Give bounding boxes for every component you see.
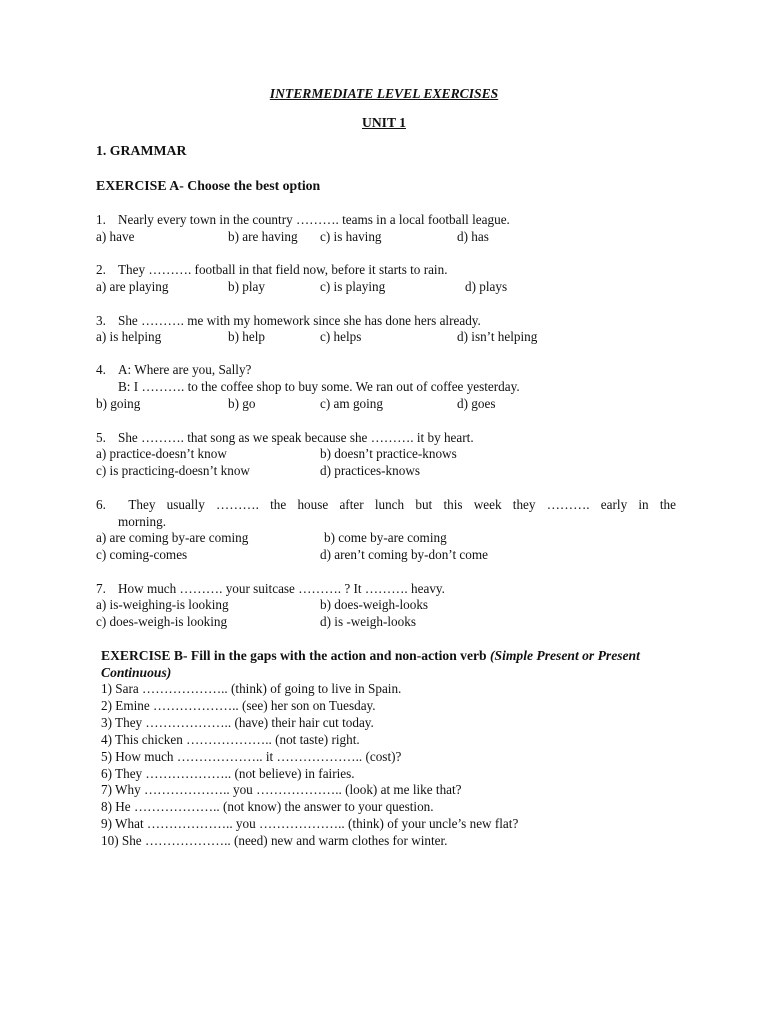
- gap-item: 8) He ……………….. (not know) the answer to your question.: [101, 799, 434, 814]
- option-c: c) coming-comes: [96, 547, 188, 562]
- question-text: They ………. football in that field now, before it starts to rain.: [118, 262, 448, 277]
- question-text: She ………. that song as we speak because she ………. it by heart.: [118, 430, 474, 445]
- option-a: a) practice-doesn’t know: [96, 446, 227, 461]
- option-a: a) are coming by-are coming: [96, 530, 249, 545]
- exercise-a-heading: EXERCISE A- Choose the best option: [96, 178, 321, 193]
- exercise-b-heading: [101, 647, 681, 681]
- exercise-b-heading-text: EXERCISE B- Fill in the gaps with the action and non-action verb: [101, 648, 490, 663]
- option-d: d) isn’t helping: [457, 329, 538, 344]
- gap-item: 1) Sara ……………….. (think) of going to live in Spain.: [101, 681, 402, 696]
- question-number: 7.: [96, 581, 106, 596]
- option-d: d) is -weigh-looks: [320, 614, 416, 629]
- option-a: b) going: [96, 396, 141, 411]
- option-b: b) doesn’t practice-knows: [320, 446, 457, 461]
- question-number: 1.: [96, 212, 106, 227]
- question-number: 6.: [96, 497, 106, 512]
- question-6-continuation: morning.: [118, 514, 166, 529]
- gap-item: 3) They ……………….. (have) their hair cut today.: [101, 715, 374, 730]
- gap-item: 5) How much ……………….. it ……………….. (cost)?: [101, 749, 402, 764]
- option-b: b) come by-are coming: [324, 530, 447, 545]
- option-b: b) does-weigh-looks: [320, 597, 429, 612]
- question-text: She ………. me with my homework since she has done hers already.: [118, 313, 481, 328]
- question-text: They usually ………. the house after lunch but this week they ………. early in the: [128, 497, 676, 512]
- question-4: [96, 362, 251, 378]
- question-text: A: Where are you, Sally?: [118, 362, 252, 377]
- question-3: [96, 313, 481, 329]
- option-c: c) is playing: [320, 279, 386, 294]
- option-d: d) aren’t coming by-don’t come: [320, 547, 488, 562]
- question-number: 5.: [96, 430, 106, 445]
- question-number: 2.: [96, 262, 106, 277]
- option-a: a) is helping: [96, 329, 162, 344]
- option-d: d) plays: [465, 279, 508, 294]
- question-6: [96, 497, 676, 513]
- question-7: [96, 581, 445, 597]
- option-c: c) helps: [320, 329, 362, 344]
- gap-item: 10) She ……………….. (need) new and warm clothes for winter.: [101, 833, 448, 848]
- option-d: d) goes: [457, 396, 496, 411]
- gap-item: 4) This chicken ……………….. (not taste) right.: [101, 732, 360, 747]
- option-a: a) are playing: [96, 279, 169, 294]
- option-b: b) go: [228, 396, 256, 411]
- option-d: d) has: [457, 229, 489, 244]
- exercise-b-heading-note: (Simple Present or Present Continuous): [101, 648, 640, 680]
- gap-item: 6) They ……………….. (not believe) in fairies.: [101, 766, 355, 781]
- option-b: b) play: [228, 279, 265, 294]
- unit-title: UNIT 1: [362, 115, 406, 130]
- option-c: c) am going: [320, 396, 383, 411]
- option-a: a) have: [96, 229, 135, 244]
- question-text: Nearly every town in the country ………. teams in a local football league.: [118, 212, 510, 227]
- question-text: How much ………. your suitcase ………. ? It ………. heavy.: [118, 581, 445, 596]
- gap-item: 7) Why ……………….. you ……………….. (look) at me like that?: [101, 782, 462, 797]
- question-4-continuation: B: I ………. to the coffee shop to buy some. We ran out of coffee yesterday.: [118, 379, 520, 394]
- option-c: c) is practicing-doesn’t know: [96, 463, 250, 478]
- option-c: c) does-weigh-is looking: [96, 614, 228, 629]
- question-2: [96, 262, 448, 278]
- question-number: 3.: [96, 313, 106, 328]
- question-5: [96, 430, 474, 446]
- gap-item: 9) What ……………….. you ……………….. (think) of your uncle’s new flat?: [101, 816, 519, 831]
- document-title: INTERMEDIATE LEVEL EXERCISES: [269, 86, 499, 101]
- option-a: a) is-weighing-is looking: [96, 597, 229, 612]
- section-heading: 1. GRAMMAR: [96, 143, 187, 158]
- option-d: d) practices-knows: [320, 463, 420, 478]
- option-b: b) help: [228, 329, 265, 344]
- option-c: c) is having: [320, 229, 382, 244]
- option-b: b) are having: [228, 229, 298, 244]
- question-1: [96, 212, 510, 228]
- question-number: 4.: [96, 362, 106, 377]
- gap-item: 2) Emine ……………….. (see) her son on Tuesday.: [101, 698, 376, 713]
